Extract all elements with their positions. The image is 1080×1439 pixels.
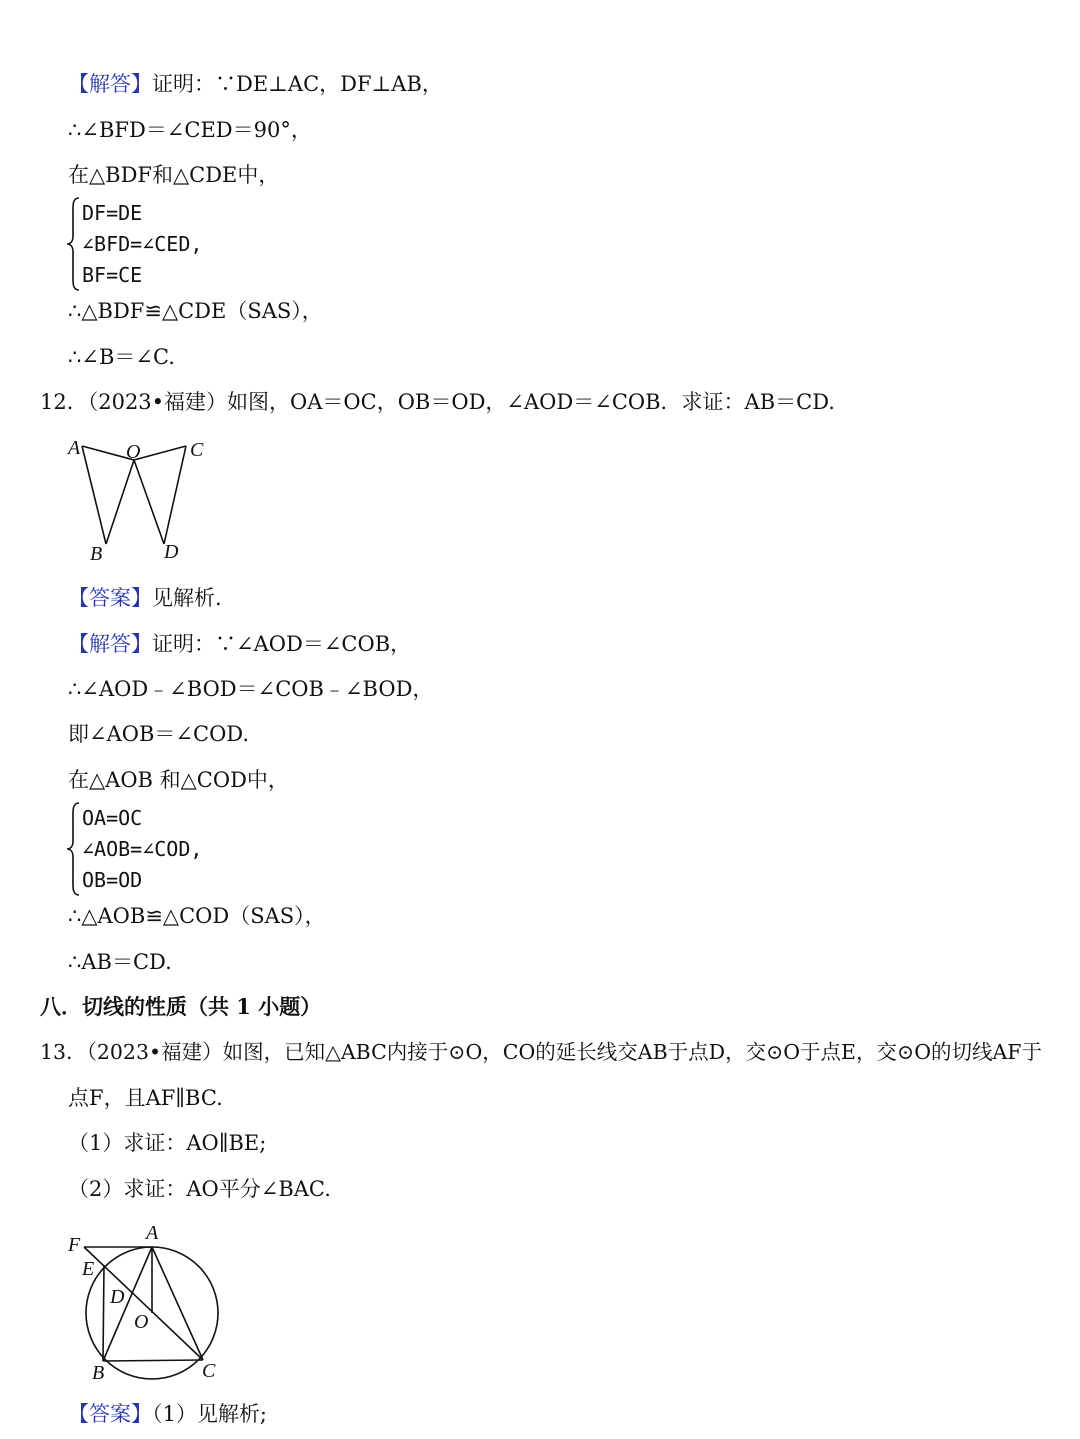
condition-2: ∠AOB=∠COD, (82, 837, 203, 861)
label-A: A (68, 437, 81, 459)
q13-sub-question-2: （2）求证：AO平分∠BAC. (68, 1177, 331, 1201)
q13-answer: 【答案】（1）见解析; (68, 1402, 267, 1426)
jieda-tag: 【解答】 (68, 632, 152, 656)
q12-figure (60, 430, 220, 570)
line-FC (84, 1247, 203, 1360)
q12-stem: 12．（2023•福建）如图，OA＝OC，OB＝OD，∠AOD＝∠COB．求证：AB＝CD. (40, 390, 835, 414)
left-brace (66, 196, 82, 292)
segment-BE (103, 1265, 104, 1361)
condition-2: ∠BFD=∠CED, (82, 232, 203, 256)
segment-DC (164, 446, 186, 544)
label-B: B (90, 543, 103, 565)
q12-solution-line-4: 在△AOB 和△COD中， (68, 768, 289, 792)
q12-equation-system (66, 801, 266, 897)
label-C: C (202, 1360, 216, 1382)
q13-stem-line-1: 13．（2023•福建）如图，已知△ABC内接于⊙O，CO的延长线交AB于点D，交⊙O于点E，交⊙O的切线AF于 (40, 1040, 1043, 1064)
answer-tag: 【答案】 (68, 1402, 152, 1426)
segment-OD (134, 460, 164, 544)
q12-answer: 【答案】见解析. (68, 586, 222, 610)
label-B: B (92, 1362, 105, 1384)
left-brace (66, 801, 82, 897)
label-A: A (146, 1222, 159, 1244)
solution-line-4: ∴△BDF≌△CDE（SAS）， (68, 299, 323, 323)
equation-system (66, 196, 266, 292)
solution-line-2: ∴∠BFD＝∠CED＝90°， (68, 118, 312, 142)
segment-BC (103, 1360, 203, 1361)
label-C: C (190, 439, 204, 461)
label-D: D (164, 541, 179, 563)
segment-AB (82, 446, 106, 544)
condition-3: BF=CE (82, 263, 143, 287)
label-O: O (126, 441, 141, 463)
answer-tag: 【答案】 (68, 586, 152, 610)
label-O: O (134, 1311, 149, 1333)
solution-line-3: 在△BDF和△CDE中， (68, 163, 280, 187)
q12-solution-line-1: 【解答】证明：∵∠AOD＝∠COB， (68, 632, 412, 656)
solution-line-5: ∴∠B＝∠C. (68, 345, 175, 369)
q13-stem-line-2: 点F，且AF∥BC. (68, 1086, 223, 1110)
condition-1: DF=DE (82, 201, 143, 225)
label-E: E (82, 1258, 95, 1280)
solution-line-1: 【解答】证明：∵DE⊥AC，DF⊥AB， (68, 72, 443, 96)
condition-1: OA=OC (82, 806, 143, 830)
label-D: D (110, 1286, 125, 1308)
jieda-tag: 【解答】 (68, 72, 152, 96)
q12-solution-line-3: 即∠AOB＝∠COD. (68, 722, 250, 746)
segment-OC (134, 446, 186, 460)
q12-solution-line-5: ∴△AOB≌△COD（SAS）， (68, 904, 326, 928)
segment-BO (106, 460, 134, 544)
q13-figure (60, 1215, 240, 1385)
q13-sub-question-1: （1）求证：AO∥BE; (68, 1131, 267, 1155)
q12-solution-line-2: ∴∠AOD﹣∠BOD＝∠COB﹣∠BOD， (68, 677, 434, 701)
condition-3: OB=OD (82, 868, 143, 892)
q12-solution-line-6: ∴AB＝CD. (68, 950, 172, 974)
label-F: F (68, 1234, 81, 1256)
section-heading: 八．切线的性质（共 1 小题） (40, 994, 322, 1019)
